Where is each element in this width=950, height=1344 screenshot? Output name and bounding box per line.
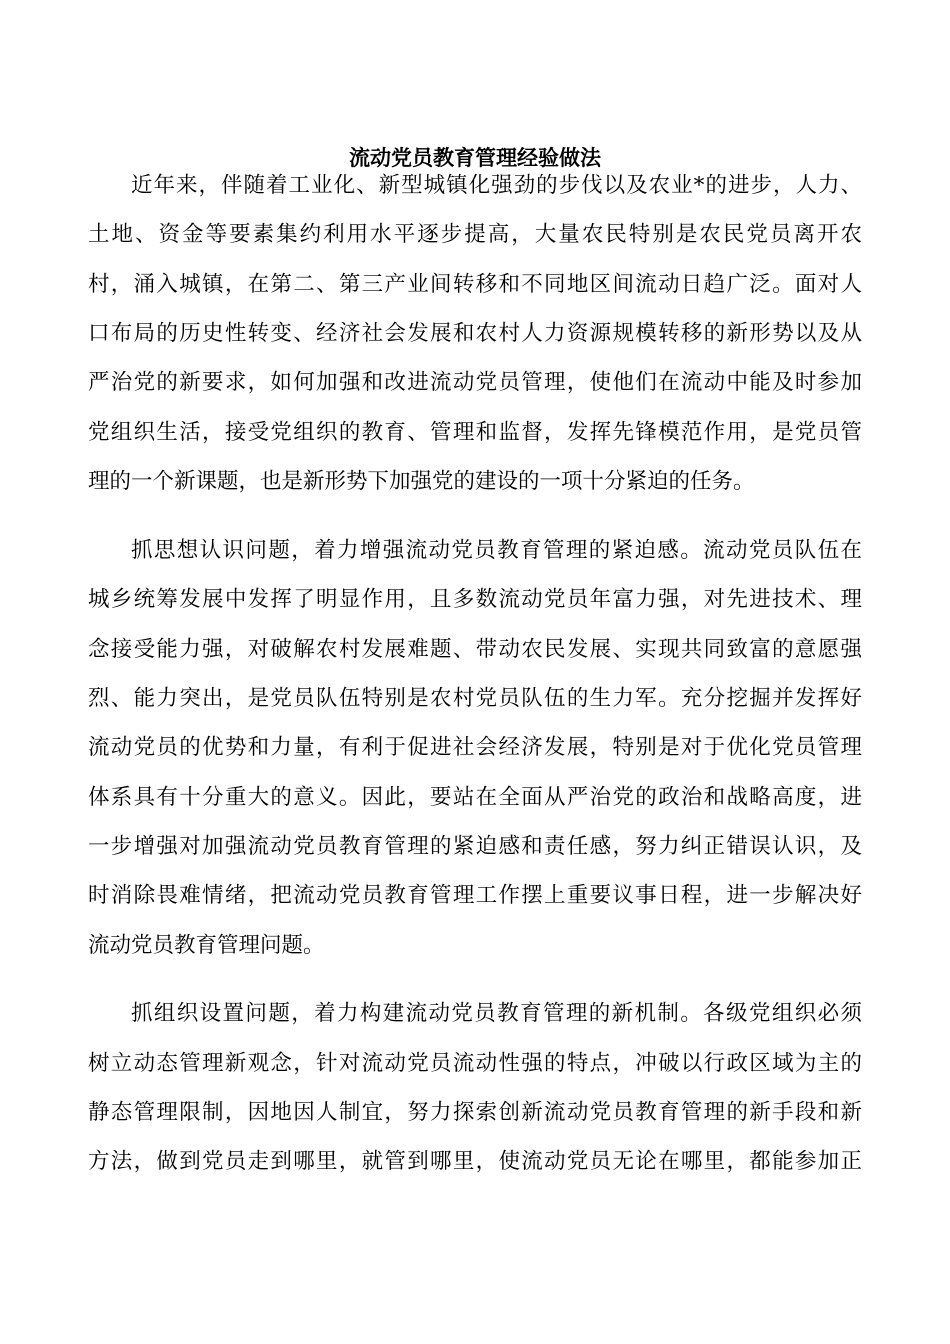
paragraph-1-line: 严治党的新要求，如何加强和改进流动党员管理，使他们在流动中能及时参加 bbox=[88, 370, 862, 395]
paragraph-1-line: 近年来，伴随着工业化、新型城镇化强劲的步伐以及农业*的进步，人力、 bbox=[131, 173, 862, 198]
paragraph-1-line: 党组织生活，接受党组织的教育、管理和监督，发挥先锋模范作用，是党员管 bbox=[88, 420, 862, 445]
paragraph-1-line: 理的一个新课题，也是新形势下加强党的建设的一项十分紧迫的任务。 bbox=[88, 469, 755, 494]
paragraph-2-line: 体系具有十分重大的意义。因此，要站在全面从严治党的政治和战略高度，进 bbox=[88, 785, 862, 810]
paragraph-3-line: 静态管理限制，因地因人制宜，努力探索创新流动党员教育管理的新手段和新 bbox=[88, 1100, 862, 1125]
paragraph-2-line: 念接受能力强，对破解农村发展难题、带动农民发展、实现共同致富的意愿强 bbox=[88, 637, 862, 662]
paragraph-1-line: 土地、资金等要素集约利用水平逐步提高，大量农民特别是农民党员离开农 bbox=[88, 222, 862, 247]
paragraph-2-line: 流动党员教育管理问题。 bbox=[88, 933, 325, 958]
paragraph-1-line: 村，涌入城镇，在第二、第三产业间转移和不同地区间流动日趋广泛。面对人 bbox=[88, 272, 862, 297]
paragraph-1-line: 口布局的历史性转变、经济社会发展和农村人力资源规模转移的新形势以及从 bbox=[88, 321, 862, 346]
paragraph-3-line: 树立动态管理新观念，针对流动党员流动性强的特点，冲破以行政区域为主的 bbox=[88, 1051, 862, 1076]
document-title: 流动党员教育管理经验做法 bbox=[349, 145, 601, 170]
paragraph-3-line: 抓组织设置问题，着力构建流动党员教育管理的新机制。各级党组织必须 bbox=[131, 1001, 862, 1026]
paragraph-3-line: 方法，做到党员走到哪里，就管到哪里，使流动党员无论在哪里，都能参加正 bbox=[88, 1149, 862, 1174]
paragraph-2-line: 时消除畏难情绪，把流动党员教育管理工作摆上重要议事日程，进一步解决好 bbox=[88, 883, 862, 908]
paragraph-2-line: 抓思想认识问题，着力增强流动党员教育管理的紧迫感。流动党员队伍在 bbox=[131, 538, 862, 563]
paragraph-2-line: 流动党员的优势和力量，有利于促进社会经济发展，特别是对于优化党员管理 bbox=[88, 735, 862, 760]
paragraph-2-line: 一步增强对加强流动党员教育管理的紧迫感和责任感，努力纠正错误认识，及 bbox=[88, 834, 862, 859]
paragraph-2-line: 城乡统筹发展中发挥了明显作用，且多数流动党员年富力强，对先进技术、理 bbox=[88, 587, 862, 612]
paragraph-2-line: 烈、能力突出，是党员队伍特别是农村党员队伍的生力军。充分挖掘并发挥好 bbox=[88, 686, 862, 711]
